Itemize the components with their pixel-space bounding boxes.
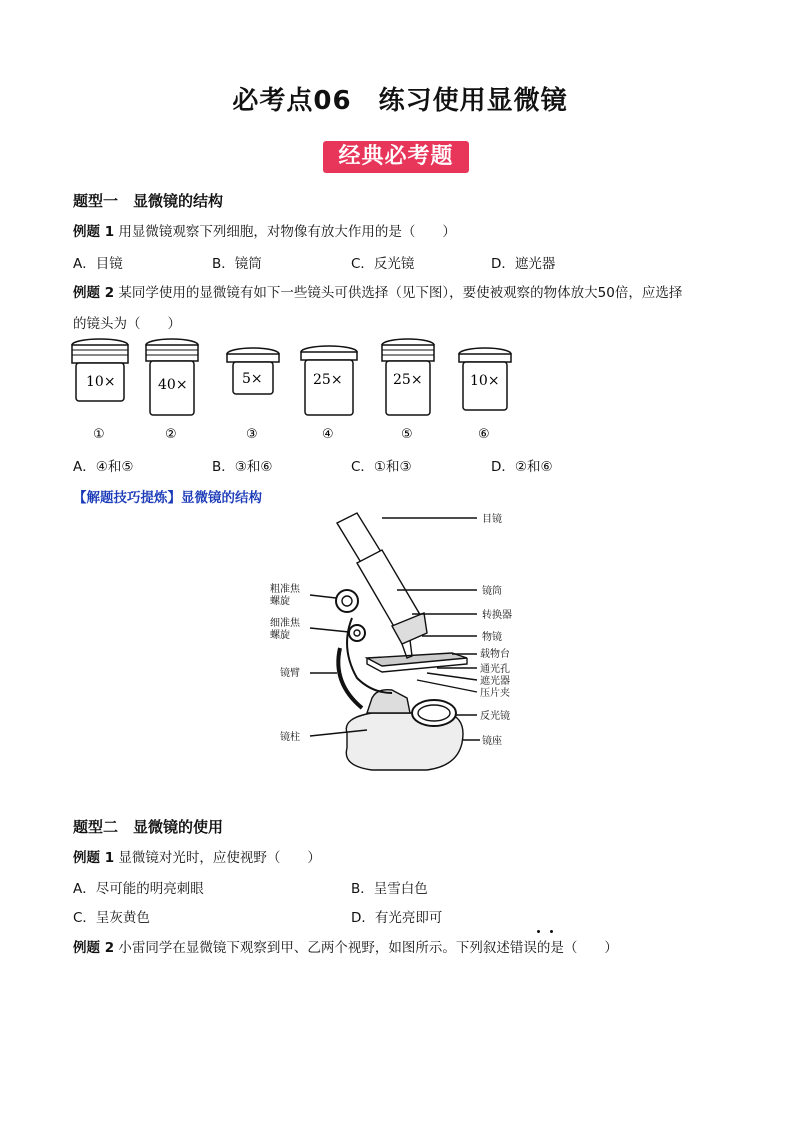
- lens-1-number: ①: [93, 427, 105, 442]
- s2-ex2-text: 小雷同学在显微镜下观察到甲、乙两个视野，如图所示。下列叙述错误的是（ ）: [118, 940, 618, 956]
- lens-4-number: ④: [322, 427, 334, 442]
- s2-ex1-option-d: D．有光亮即可: [351, 910, 443, 926]
- s1-ex1-option-d: D．遮光器: [491, 256, 556, 272]
- label-base: 镜座: [482, 736, 502, 747]
- lens-2: [146, 339, 198, 415]
- s1-ex2-option-c: C．①和③: [351, 459, 412, 475]
- lens-6-mag: 10×: [470, 373, 500, 389]
- label-arm: 镜臂: [280, 668, 300, 679]
- lens-figure: [60, 330, 540, 445]
- s1-ex1-option-b: B．镜筒: [212, 256, 262, 272]
- page-title: 必考点06 练习使用显微镜: [232, 86, 568, 116]
- s1-ex2-option-d: D．②和⑥: [491, 459, 553, 475]
- label-tube: 镜筒: [482, 586, 502, 597]
- microscope-diagram: [262, 508, 552, 790]
- lens-1-mag: 10×: [86, 374, 116, 390]
- label-coarse-2: 螺旋: [270, 596, 290, 607]
- s2-ex1-label: 例题 1: [73, 850, 115, 866]
- s2-ex1-option-a: A．尽可能的明亮刺眼: [73, 881, 204, 897]
- lens-5: [382, 339, 434, 415]
- label-objective: 物镜: [482, 632, 502, 643]
- s2-ex1-option-b: B．呈雪白色: [351, 881, 428, 897]
- lens-6-number: ⑥: [478, 427, 490, 442]
- s1-ex2-question-line1: [73, 281, 682, 301]
- lens-3-number: ③: [246, 427, 258, 442]
- lens-2-number: ②: [165, 427, 177, 442]
- s1-ex1-question: [73, 220, 456, 240]
- label-stage: 载物台: [480, 649, 510, 660]
- section1-heading: 题型一 显微镜的结构: [73, 192, 224, 210]
- label-fine-2: 螺旋: [270, 630, 290, 641]
- label-aperture: 通光孔: [480, 664, 510, 675]
- s1-ex2-label: 例题 2: [73, 285, 115, 301]
- lens-5-number: ⑤: [401, 427, 413, 442]
- s1-ex1-text: 用显微镜观察下列细胞，对物像有放大作用的是（ ）: [118, 224, 456, 240]
- s2-ex1-text: 显微镜对光时，应使视野（ ）: [118, 850, 321, 866]
- label-pillar: 镜柱: [280, 732, 300, 743]
- lens-1: [72, 339, 128, 401]
- label-diaphragm: 遮光器: [480, 676, 510, 687]
- label-fine-1: 细准焦: [270, 618, 300, 629]
- lens-4-mag: 25×: [313, 372, 343, 388]
- lens-2-mag: 40×: [158, 377, 188, 393]
- s1-ex1-option-a: A．目镜: [73, 256, 123, 272]
- s1-ex2-question-line2: 的镜头为（ ）: [73, 316, 181, 332]
- lens-3-mag: 5×: [242, 371, 263, 387]
- s2-ex2-label: 例题 2: [73, 940, 115, 956]
- s1-ex1-option-c: C．反光镜: [351, 256, 415, 272]
- emphasis-dot-2: [550, 930, 553, 933]
- label-nosepiece: 转换器: [482, 610, 512, 621]
- section2-heading: 题型二 显微镜的使用: [73, 818, 224, 836]
- s2-ex2-question: [73, 936, 618, 956]
- label-eyepiece: 目镜: [482, 514, 502, 525]
- s1-ex2-option-b: B．③和⑥: [212, 459, 273, 475]
- label-mirror: 反光镜: [480, 711, 510, 722]
- tip-heading: 【解题技巧提炼】显微镜的结构: [73, 490, 262, 506]
- lens-4: [301, 346, 357, 415]
- lens-3: [227, 348, 279, 394]
- emphasis-dot-1: [537, 930, 540, 933]
- s1-ex2-text: 某同学使用的显微镜有如下一些镜头可供选择（见下图），要使被观察的物体放大50倍，应选择: [118, 285, 683, 301]
- s2-ex1-question: [73, 846, 321, 866]
- lens-6: [459, 348, 511, 410]
- s1-ex1-label: 例题 1: [73, 224, 115, 240]
- classic-questions-badge: 经典必考题: [323, 141, 469, 173]
- lens-5-mag: 25×: [393, 372, 423, 388]
- label-clip: 压片夹: [480, 688, 510, 699]
- label-coarse-1: 粗准焦: [270, 584, 300, 595]
- s2-ex1-option-c: C．呈灰黄色: [73, 910, 150, 926]
- s1-ex2-option-a: A．④和⑤: [73, 459, 134, 475]
